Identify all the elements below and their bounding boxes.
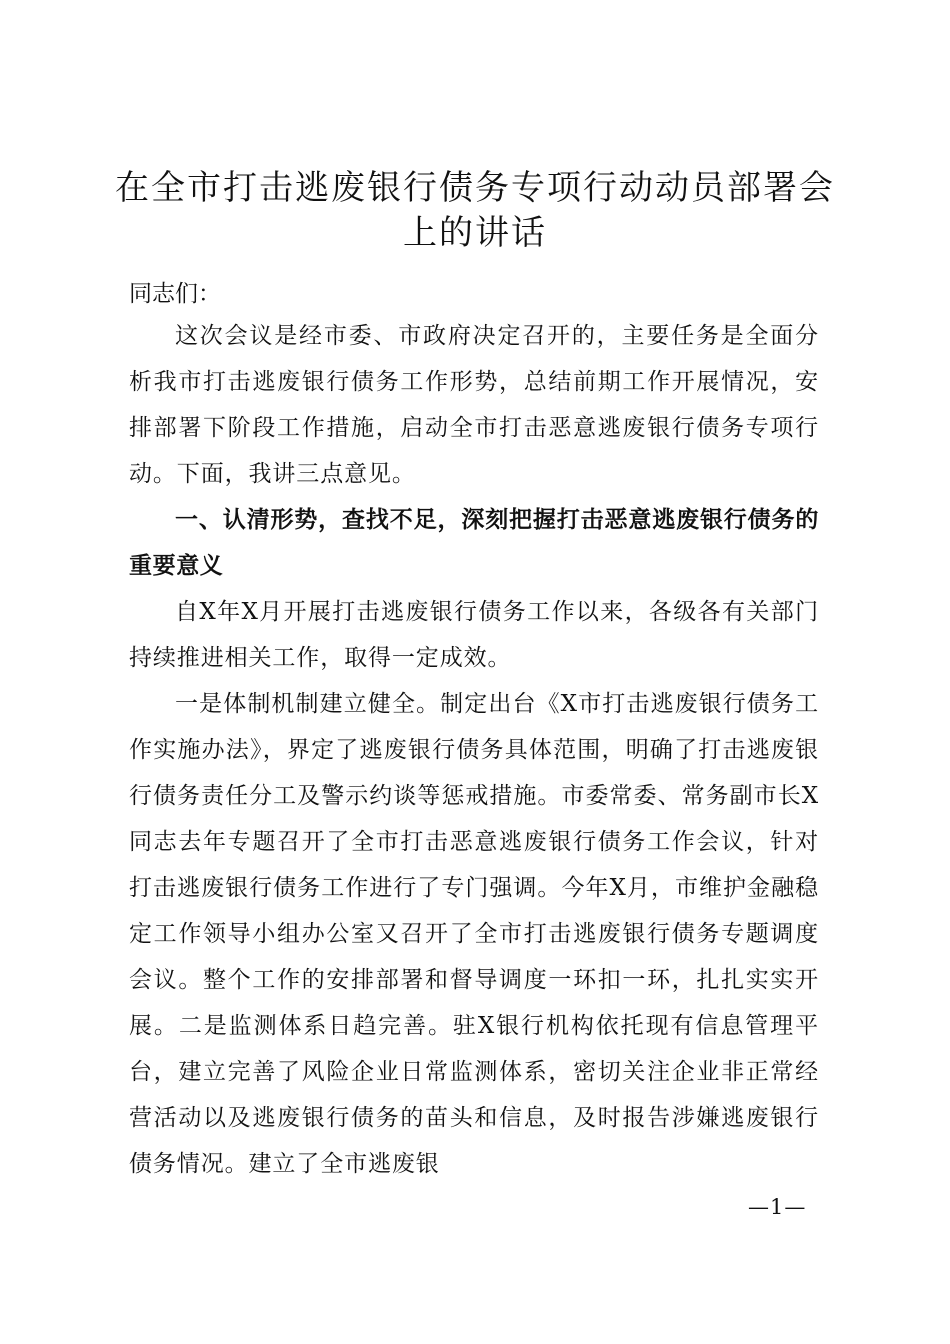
- intro-paragraph: 这次会议是经市委、市政府决定召开的，主要任务是全面分析我市打击逃废银行债务工作形势，总结前期工作开展情况，安排部署下阶段工作措施，启动全市打击恶意逃废银行债务专项行动。下面，我讲三点意见。: [129, 323, 819, 487]
- body-paragraph: 一是体制机制建立健全。制定出台《X市打击逃废银行债务工作实施办法》，界定了逃废银行债务具体范围，明确了打击逃废银行债务责任分工及警示约谈等惩戒措施。市委常委、常务副市长X同志去年专题召开了全市打击恶意逃废银行债务工作会议，针对打击逃废银行债务工作进行了专门强调。今年X月，市维护金融稳定工作领导小组办公室又召开了全市打击逃废银行债务专题调度会议。整个工作的安排部署和督导调度一环扣一环，扎扎实实开展。二是监测体系日趋完善。驻X银行机构依托现有信息管理平台，建立完善了风险企业日常监测体系，密切关注企业非正常经营活动以及逃废银行债务的苗头和信息，及时报告涉嫌逃废银行债务情况。建立了全市逃废银: [129, 691, 819, 1177]
- page-number: —1—: [748, 1195, 807, 1219]
- section-heading: 一、认清形势，查找不足，深刻把握打击恶意逃废银行债务的重要意义: [129, 507, 819, 579]
- document-title: 在全市打击逃废银行债务专项行动动员部署会上的讲话: [115, 168, 835, 253]
- body-paragraph: 自X年X月开展打击逃废银行债务工作以来，各级各有关部门持续推进相关工作，取得一定成效。: [129, 599, 819, 671]
- salutation: 同志们：: [129, 281, 221, 307]
